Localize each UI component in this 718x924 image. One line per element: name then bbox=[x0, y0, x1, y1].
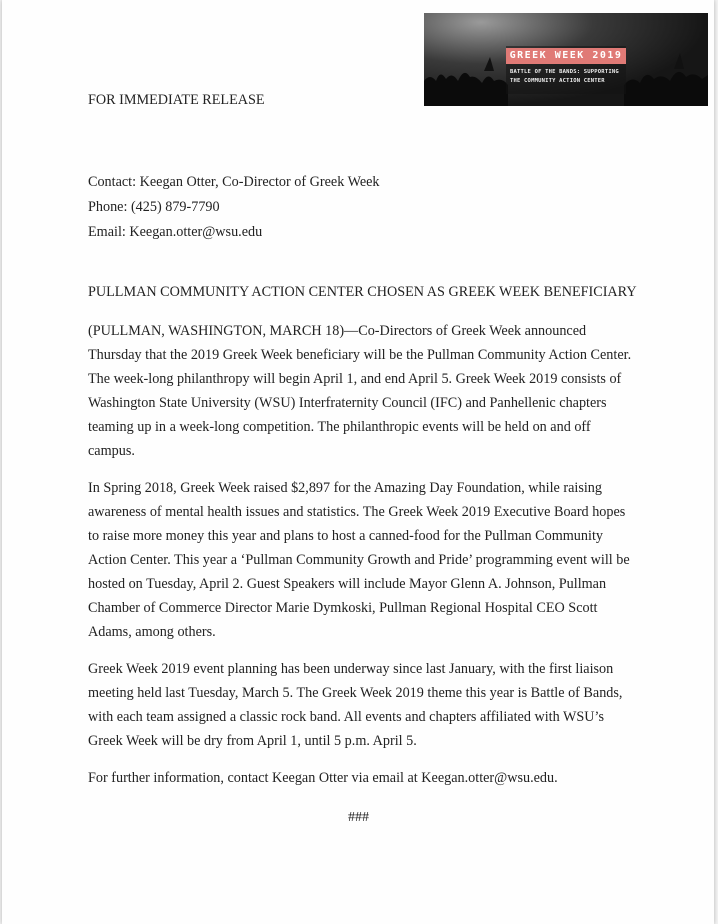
paragraph-line: For further information, contact Keegan Otter via email at Keegan.otter@wsu.edu. bbox=[88, 770, 558, 786]
paragraph bbox=[88, 476, 630, 644]
paragraph-line: Thursday that the 2019 Greek Week beneficiary will be the Pullman Community Action Center. bbox=[88, 347, 632, 363]
paragraph-line: The week-long philanthropy will begin April 1, and end April 5. Greek Week 2019 consists of bbox=[88, 371, 622, 387]
contact-line: Contact: Keegan Otter, Co-Director of Greek Week bbox=[88, 174, 380, 190]
paragraph-line: Greek Week will be dry from April 1, until 5 p.m. April 5. bbox=[88, 733, 417, 749]
paragraph-line: Adams, among others. bbox=[88, 624, 216, 640]
paragraph-line: teaming up in a week-long competition. The philanthropic events will be held on and off bbox=[88, 419, 591, 435]
paragraph-line: In Spring 2018, Greek Week raised $2,897 for the Amazing Day Foundation, while raising bbox=[88, 480, 602, 496]
paragraph-line: campus. bbox=[88, 443, 135, 459]
paragraph-line: Action Center. This year a ‘Pullman Community Growth and Pride’ programming event will be bbox=[88, 552, 630, 568]
greek-week-banner-image bbox=[424, 13, 708, 106]
banner-text-box bbox=[506, 46, 626, 94]
end-mark: ### bbox=[348, 810, 369, 825]
headline: PULLMAN COMMUNITY ACTION CENTER CHOSEN AS GREEK WEEK BENEFICIARY bbox=[88, 284, 637, 300]
paragraph bbox=[88, 766, 558, 790]
paragraph-line: hosted on Tuesday, April 2. Guest Speakers will include Mayor Glenn A. Johnson, Pullman bbox=[88, 576, 607, 592]
paragraph-line: Greek Week 2019 event planning has been underway since last January, with the first liaison bbox=[88, 661, 614, 677]
paragraph-line: with each team assigned a classic rock band. All events and chapters affiliated with WSU’s bbox=[88, 709, 604, 725]
banner-subtitle bbox=[510, 68, 622, 86]
email-line: Email: Keegan.otter@wsu.edu bbox=[88, 224, 263, 240]
paragraph-line: Washington State University (WSU) Interfraternity Council (IFC) and Panhellenic chapters bbox=[88, 395, 607, 411]
phone-line: Phone: (425) 879-7790 bbox=[88, 199, 220, 215]
paragraph-line: awareness of mental health issues and statistics. The Greek Week 2019 Executive Board hopes bbox=[88, 504, 626, 520]
banner-title: GREEK WEEK 2019 bbox=[506, 48, 626, 64]
paragraph bbox=[88, 657, 622, 753]
paragraph bbox=[88, 319, 631, 463]
release-label: FOR IMMEDIATE RELEASE bbox=[88, 92, 265, 108]
paragraph-line: Chamber of Commerce Director Marie Dymkoski, Pullman Regional Hospital CEO Scott bbox=[88, 600, 598, 616]
paragraph-line: to raise more money this year and plans to host a canned-food for the Pullman Community bbox=[88, 528, 603, 544]
paragraph-line: meeting held last Tuesday, March 5. The Greek Week 2019 theme this year is Battle of Bands, bbox=[88, 685, 623, 701]
banner-subtitle-line: THE COMMUNITY ACTION CENTER bbox=[510, 78, 605, 84]
document-page bbox=[2, 0, 714, 924]
paragraph-line: (PULLMAN, WASHINGTON, MARCH 18)—Co-Directors of Greek Week announced bbox=[88, 323, 587, 339]
banner-subtitle-line: BATTLE OF THE BANDS: SUPPORTING bbox=[510, 69, 619, 75]
